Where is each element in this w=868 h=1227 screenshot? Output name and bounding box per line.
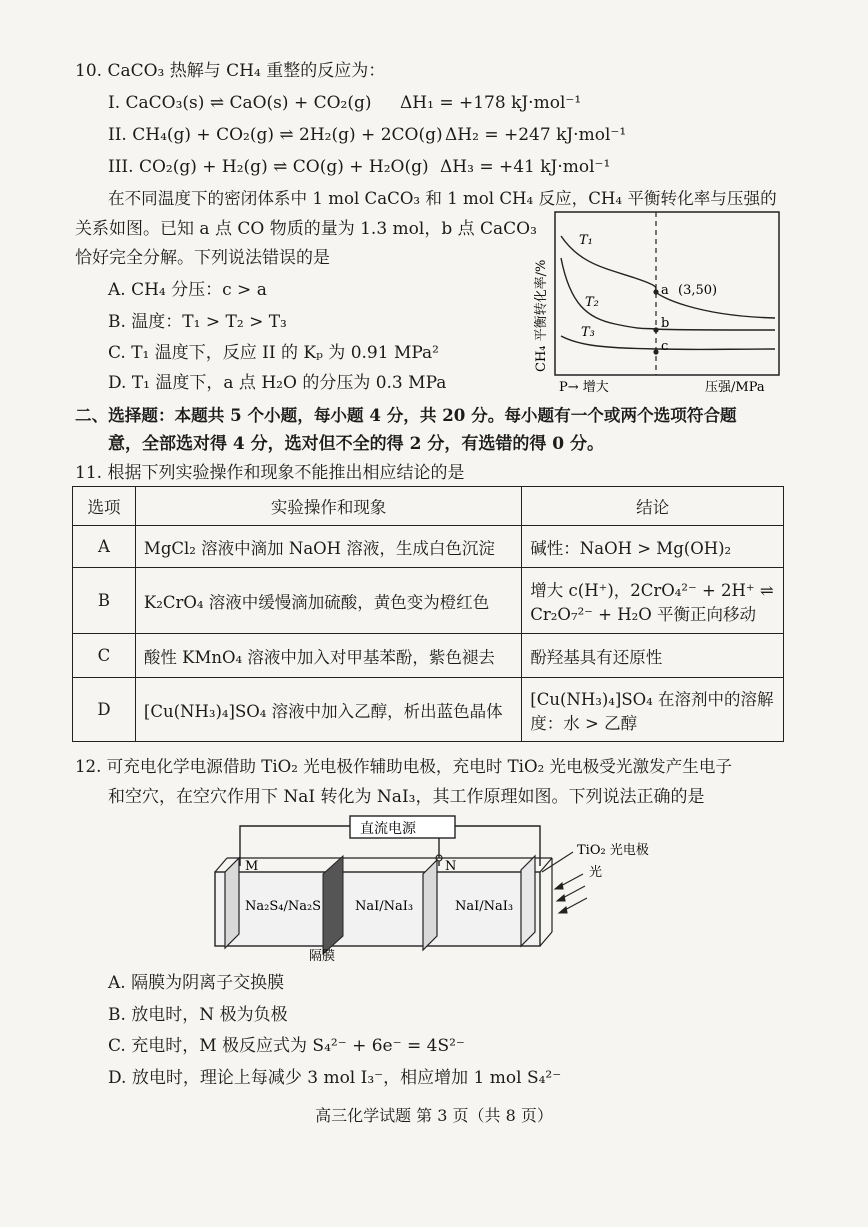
t2-label: T₂ [585, 295, 599, 310]
electrode-n [423, 860, 437, 950]
t3-label: T₃ [581, 325, 595, 340]
q10-reaction-2: II. CH₄(g) + CO₂(g) ⇌ 2H₂(g) + 2CO(g) [108, 125, 443, 145]
point-c-label: c [661, 339, 669, 354]
point-a [653, 289, 658, 294]
q12-stem-2: 和空穴，在空穴作用下 NaI 转化为 NaI₃，其工作原理如图。下列说法正确的是 [108, 787, 705, 807]
table-header-row [73, 487, 784, 526]
y-axis-label: CH₄ 平衡转化率/% [534, 259, 549, 372]
dc-power-label: 直流电源 [360, 821, 416, 837]
x-axis-right-label: 压强/MPa [705, 380, 765, 395]
electrode-n-label: N [445, 859, 457, 874]
q12-option-b: B. 放电时，N 极为负极 [108, 1005, 288, 1025]
row-b-option: B [73, 568, 136, 634]
q10-stem: 10. CaCO₃ 热解与 CH₄ 重整的反应为： [75, 61, 386, 81]
point-b [653, 327, 658, 332]
q10-option-b: B. 温度：T₁ > T₂ > T₃ [108, 312, 287, 332]
q10-dh-2: ΔH₂ = +247 kJ·mol⁻¹ [445, 125, 627, 145]
row-c-option: C [73, 634, 136, 678]
cell-3-label: NaI/NaI₃ [455, 899, 514, 914]
row-c-operation: 酸性 KMnO₄ 溶液中加入对甲基苯酚，紫色褪去 [135, 634, 521, 678]
row-d-conclusion: [Cu(NH₃)₄]SO₄ 在溶剂中的溶解度：水 > 乙醇 [522, 678, 784, 742]
row-a-conclusion: 碱性：NaOH > Mg(OH)₂ [522, 526, 784, 568]
q10-description-3: 恰好完全分解。下列说法错误的是 [75, 248, 330, 268]
q10-reaction-1: I. CaCO₃(s) ⇌ CaO(s) + CO₂(g) [108, 93, 372, 113]
tio2-electrode [521, 856, 535, 946]
membrane [323, 856, 343, 954]
header-operation: 实验操作和现象 [135, 487, 521, 526]
table-row [73, 568, 784, 634]
table-row [73, 634, 784, 678]
row-d-option: D [73, 678, 136, 742]
q11-table [72, 486, 784, 742]
page-footer: 高三化学试题 第 3 页（共 8 页） [315, 1106, 553, 1125]
row-b-operation: K₂CrO₄ 溶液中缓慢滴加硫酸，黄色变为橙红色 [135, 568, 521, 634]
row-a-option: A [73, 526, 136, 568]
q10-option-d: D. T₁ 温度下，a 点 H₂O 的分压为 0.3 MPa [108, 373, 447, 393]
header-conclusion: 结论 [522, 487, 784, 526]
point-a-coord: (3,50) [678, 283, 718, 298]
section2-heading-cont: 意，全部选对得 4 分，选对但不全的得 2 分，有选错的得 0 分。 [108, 434, 604, 454]
q12-option-c: C. 充电时，M 极反应式为 S₄²⁻ + 6e⁻ = 4S²⁻ [108, 1036, 465, 1056]
cell-1-label: Na₂S₄/Na₂S [245, 899, 322, 914]
light-arrows [555, 874, 587, 913]
q12-stem-1: 12. 可充电化学电源借助 TiO₂ 光电极作辅助电极，充电时 TiO₂ 光电极受光激发产生电子 [75, 757, 733, 776]
tio2-label: TiO₂ 光电极 [577, 843, 649, 858]
header-option: 选项 [73, 487, 136, 526]
q10-option-a: A. CH₄ 分压：c > a [108, 280, 267, 300]
q10-description-1: 在不同温度下的密闭体系中 1 mol CaCO₃ 和 1 mol CH₄ 反应，CH₄ 平衡转化率与压强的 [108, 189, 777, 208]
electrode-m [225, 858, 239, 948]
row-c-conclusion: 酚羟基具有还原性 [522, 634, 784, 678]
q12-option-d: D. 放电时，理论上每减少 3 mol I₃⁻，相应增加 1 mol S₄²⁻ [108, 1068, 562, 1088]
membrane-label: 隔膜 [309, 949, 336, 964]
cell-2-label: NaI/NaI₃ [355, 899, 414, 914]
t1-label: T₁ [579, 233, 593, 248]
q10-reaction-3: III. CO₂(g) + H₂(g) ⇌ CO(g) + H₂O(g) [108, 157, 429, 177]
row-b-conclusion: 增大 c(H⁺)，2CrO₄²⁻ + 2H⁺ ⇌ Cr₂O₇²⁻ + H₂O 平衡正向移动 [522, 568, 784, 634]
electrode-m-label: M [245, 859, 259, 874]
point-c [653, 349, 658, 354]
table-row [73, 526, 784, 568]
q10-dh-1: ΔH₁ = +178 kJ·mol⁻¹ [400, 93, 582, 113]
q12-option-a: A. 隔膜为阴离子交换膜 [108, 973, 285, 993]
row-a-operation: MgCl₂ 溶液中滴加 NaOH 溶液，生成白色沉淀 [135, 526, 521, 568]
point-b-label: b [661, 316, 670, 331]
q10-option-c: C. T₁ 温度下，反应 II 的 Kₚ 为 0.91 MPa² [108, 343, 440, 363]
q10-conversion-chart [525, 206, 787, 396]
row-d-operation: [Cu(NH₃)₄]SO₄ 溶液中加入乙醇，析出蓝色晶体 [135, 678, 521, 742]
light-label: 光 [589, 865, 603, 880]
q10-dh-3: ΔH₃ = +41 kJ·mol⁻¹ [440, 157, 611, 177]
q12-cell-diagram [205, 814, 675, 966]
x-axis-left-label: P→ 增大 [559, 380, 609, 395]
section2-heading: 二、选择题：本题共 5 个小题，每小题 4 分，共 20 分。每小题有一个或两个选项符合题 [75, 405, 737, 425]
point-a-label: a [661, 283, 669, 298]
table-row [73, 678, 784, 742]
q11-stem: 11. 根据下列实验操作和现象不能推出相应结论的是 [75, 463, 465, 483]
q10-description-2: 关系如图。已知 a 点 CO 物质的量为 1.3 mol，b 点 CaCO₃ [75, 219, 537, 239]
